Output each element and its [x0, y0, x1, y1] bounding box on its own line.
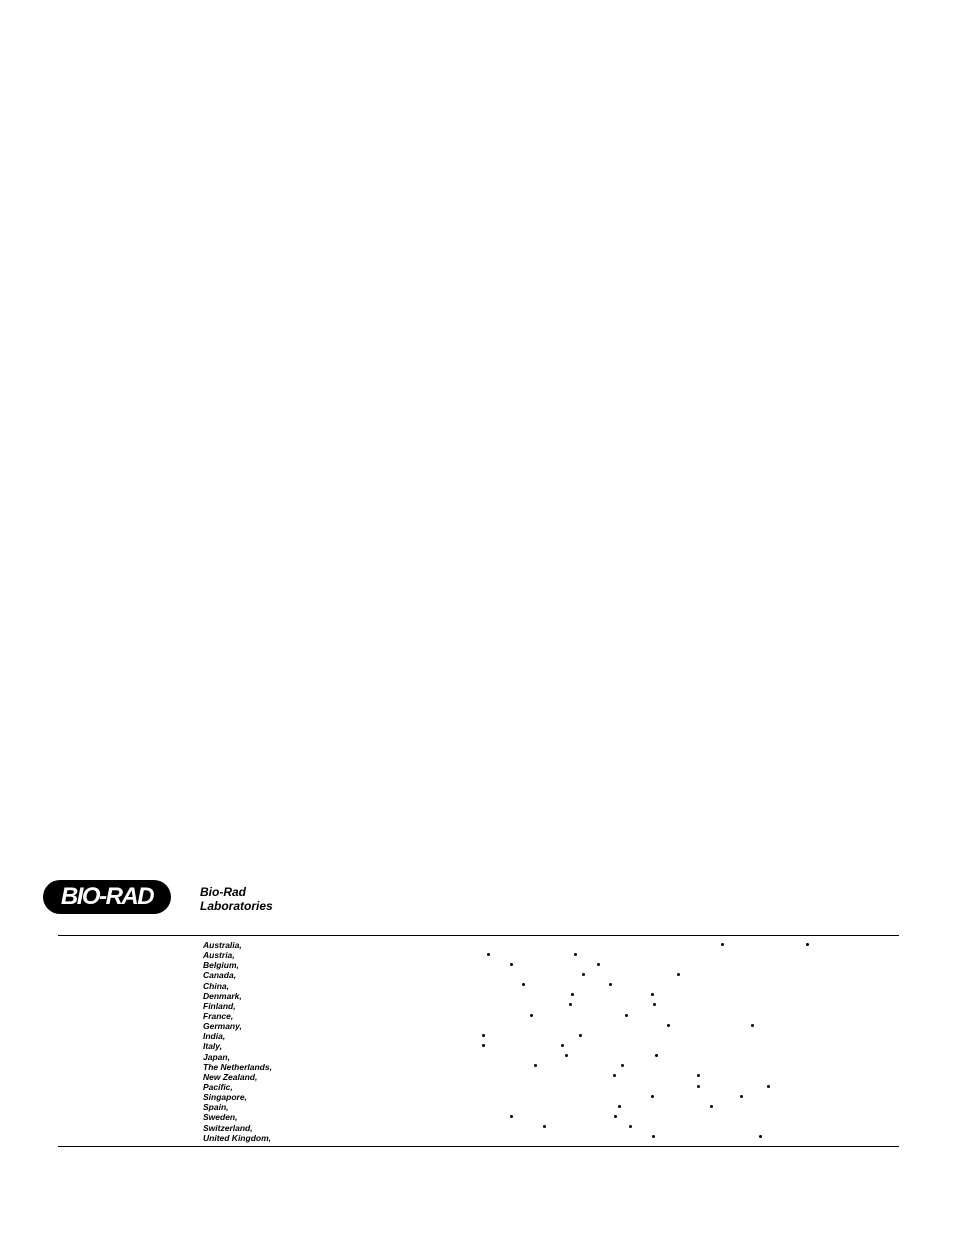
- country-list: [203, 940, 272, 1143]
- separator-dot: [697, 1074, 700, 1077]
- separator-dot: [629, 1125, 632, 1128]
- separator-dot: [806, 943, 809, 946]
- separator-dot: [697, 1085, 700, 1088]
- separator-dot: [510, 963, 513, 966]
- country-item: Belgium,: [203, 960, 239, 971]
- country-item: Spain,: [203, 1102, 229, 1113]
- separator-dot: [652, 1135, 655, 1138]
- country-item: Germany,: [203, 1021, 242, 1032]
- country-item: Italy,: [203, 1041, 223, 1052]
- country-item: China,: [203, 980, 229, 991]
- logo-text: BIO-RAD: [60, 883, 154, 910]
- top-divider: [58, 935, 899, 936]
- separator-dot: [767, 1085, 770, 1088]
- separator-dot: [621, 1064, 624, 1067]
- separator-dot: [677, 973, 680, 976]
- country-item: Japan,: [203, 1051, 230, 1062]
- country-item: India,: [203, 1031, 226, 1042]
- separator-dot: [543, 1125, 546, 1128]
- separator-dot: [740, 1095, 743, 1098]
- separator-dot: [751, 1024, 754, 1027]
- separator-dot: [534, 1064, 537, 1067]
- separator-dot: [522, 983, 525, 986]
- separator-dot: [618, 1105, 621, 1108]
- country-item: Australia,: [203, 940, 242, 950]
- separator-dot: [574, 953, 577, 956]
- country-item: Sweden,: [203, 1112, 238, 1123]
- country-item: Singapore,: [203, 1092, 247, 1103]
- separator-dot: [569, 1003, 572, 1006]
- separator-dot: [609, 983, 612, 986]
- separator-dot: [597, 963, 600, 966]
- separator-dot: [653, 1003, 656, 1006]
- separator-dot: [482, 1034, 485, 1037]
- country-item: Austria,: [203, 950, 235, 961]
- bottom-divider: [58, 1146, 899, 1147]
- separator-dot: [651, 993, 654, 996]
- company-name-line1: Bio-Rad: [200, 885, 246, 899]
- country-item: Switzerland,: [203, 1122, 253, 1133]
- separator-dot: [651, 1095, 654, 1098]
- country-item: France,: [203, 1010, 234, 1021]
- country-item: Finland,: [203, 1000, 236, 1011]
- country-item: New Zealand,: [203, 1071, 258, 1082]
- separator-dot: [710, 1105, 713, 1108]
- separator-dot: [565, 1054, 568, 1057]
- separator-dot: [625, 1014, 628, 1017]
- country-item: United Kingdom,: [203, 1132, 271, 1143]
- separator-dot: [759, 1135, 762, 1138]
- separator-dot: [561, 1044, 564, 1047]
- separator-dot: [613, 1074, 616, 1077]
- bio-rad-logo: [43, 880, 171, 914]
- separator-dot: [482, 1044, 485, 1047]
- separator-dot: [510, 1115, 513, 1118]
- separator-dot: [721, 943, 724, 946]
- company-name-line2: Laboratories: [200, 899, 273, 913]
- company-name: [200, 885, 273, 913]
- separator-dot: [655, 1054, 658, 1057]
- separator-dot: [579, 1034, 582, 1037]
- separator-dot: [571, 993, 574, 996]
- country-item: Canada,: [203, 970, 237, 981]
- separator-dot: [667, 1024, 670, 1027]
- separator-dot: [530, 1014, 533, 1017]
- separator-dot: [582, 973, 585, 976]
- country-item: The Netherlands,: [203, 1061, 272, 1072]
- country-item: Pacific,: [203, 1081, 233, 1092]
- separator-dot: [487, 953, 490, 956]
- separator-dot: [614, 1115, 617, 1118]
- country-item: Denmark,: [203, 990, 242, 1001]
